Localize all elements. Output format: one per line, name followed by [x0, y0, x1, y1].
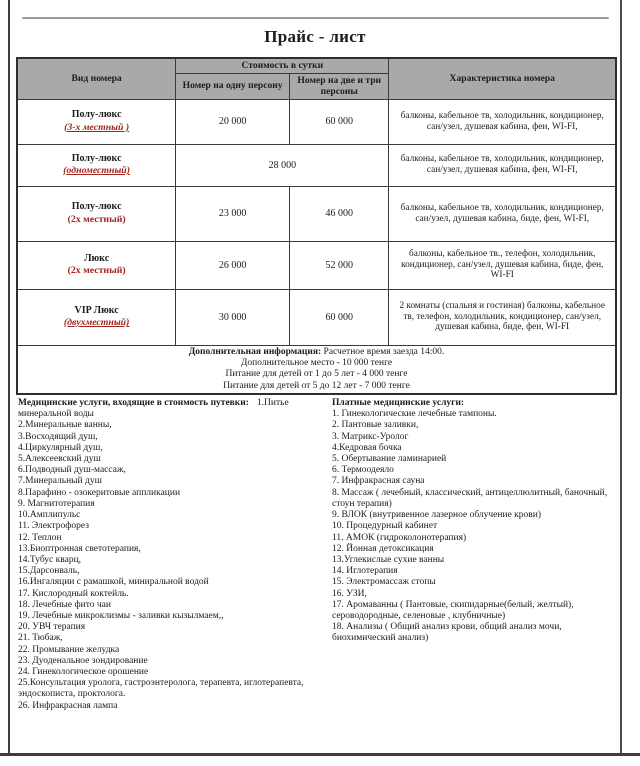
list-item: 25.Консультация уролога, гастроэнтеролога, терапевта, иглотерапевта, эндоскописта, проктолога.: [18, 678, 304, 700]
header-room-type: Вид номера: [17, 58, 176, 99]
list-item: 4.Кедровая бочка: [332, 442, 402, 453]
price-single-cell: 26 000: [176, 241, 290, 289]
list-item: 2.Минеральные ванны,: [18, 420, 112, 431]
medical-services-section: [18, 398, 616, 712]
paid-services-list: [324, 398, 616, 712]
price-single-cell: 20 000: [176, 99, 290, 144]
list-item: 18. Лечебные фито чаи: [18, 599, 111, 610]
room-name: Полу-люкс: [71, 152, 122, 164]
room-type-cell: [17, 186, 176, 241]
list-item: 9. Магнитотерапия: [18, 498, 95, 509]
list-item: 24. Гинекологическое орошение: [18, 666, 149, 677]
list-item: 6. Термоодеяло: [332, 465, 394, 476]
list-item: 3.Восходящий душ,: [18, 431, 98, 442]
table-row: [17, 186, 616, 241]
included-services-first-item: 1.Питье минеральной воды: [18, 398, 289, 420]
page-title: Прайс - лист: [264, 27, 366, 46]
list-item: 23. Дуоденальное зондирование: [18, 655, 148, 666]
table-row: [17, 241, 616, 289]
room-name: Полу-люкс: [71, 201, 122, 213]
list-item: 19. Лечебные микроклизмы - заливки кызылмаем,,: [18, 610, 224, 621]
list-item: 1. Гинекологические лечебные тампоны.: [332, 409, 497, 420]
additional-info-line: Питание для детей от 5 до 12 лет - 7 000 тенге: [223, 380, 410, 391]
room-type-cell: [17, 289, 176, 345]
document-page: [8, 0, 622, 755]
room-subtitle: (2х местный): [67, 265, 126, 277]
list-item: 26. Инфракрасная лампа: [18, 700, 118, 711]
table-row: [17, 99, 616, 144]
header-price-group: Стоимость в сутки: [176, 58, 389, 73]
list-item: 15.Дарсонваль,: [18, 566, 80, 577]
additional-info-text: Расчетное время заезда 14:00.: [323, 346, 445, 357]
list-item: 14.Тубус кварц,: [18, 554, 82, 565]
list-item: 7. Инфракрасная сауна: [332, 476, 425, 487]
additional-info-line: Питание для детей от 1 до 5 лет - 4 000 тенге: [225, 369, 408, 380]
list-item: 22. Промывание желудка: [18, 644, 120, 655]
room-subtitle: (двухместный): [63, 317, 130, 329]
paid-services-heading: Платные медицинские услуги:: [332, 398, 465, 409]
price-double-cell: 60 000: [290, 289, 389, 345]
price-double-cell: 46 000: [290, 186, 389, 241]
page-bottom-border: [0, 753, 640, 756]
price-double-cell: 60 000: [290, 99, 389, 144]
table-row: [17, 289, 616, 345]
additional-info-line: [22, 347, 611, 358]
top-horizontal-rule: [22, 17, 609, 19]
characteristics-cell: балконы, кабельное тв, холодильник, кондиционер, сан/узел, душевая кабина, фен, WI-FI,: [389, 144, 616, 186]
characteristics-cell: балконы, кабельное тв., телефон, холодильник, кондиционер, сан/узел, душевая кабина, биде, фен, WI-FI: [389, 241, 616, 289]
list-item: 15. Электромассаж стопы: [332, 577, 436, 588]
room-type-cell: [17, 99, 176, 144]
header-characteristics: Характеристика номера: [389, 58, 616, 99]
list-item: 10. Процедурный кабинет: [332, 521, 438, 532]
additional-info: [17, 345, 616, 394]
included-services-items: [18, 420, 324, 711]
list-item: 16. УЗИ,: [332, 588, 367, 599]
list-item: 8.Парафино - озокеритовые аппликации: [18, 487, 181, 498]
list-item: 20. УВЧ терапия: [18, 622, 86, 633]
list-item: 7.Минеральный душ: [18, 476, 102, 487]
price-table-header: [17, 58, 616, 99]
paid-services-items: [332, 409, 616, 644]
list-item: 14. Иглотерапия: [332, 566, 398, 577]
list-item: 6.Подводный душ-массаж,: [18, 465, 126, 476]
list-item: 2. Пантовые заливки,: [332, 420, 419, 431]
list-item: 13.Углекислые сухие ванны: [332, 554, 445, 565]
list-item: 5. Обертывание ламинарией: [332, 454, 447, 465]
list-item: 8. Массаж ( лечебный, классический, антицеллюлитный, баночный, стоун терапия): [332, 487, 608, 509]
list-item: 12. Теплон: [18, 532, 62, 543]
additional-info-line: Дополнительное место - 10 000 тенге: [240, 357, 393, 368]
list-item: 17. Кислородный коктейль.: [18, 588, 129, 599]
characteristics-cell: 2 комнаты (спальня и гостиная) балконы, кабельное тв, телефон, холодильник, кондиционер, сан/узел, душевая кабина, биде, фен, WI-FI: [389, 289, 616, 345]
room-type-cell: [17, 241, 176, 289]
header-price-double: Номер на две и три персоны: [290, 73, 389, 99]
additional-info-row: [17, 345, 616, 394]
price-merged-cell: 28 000: [176, 144, 389, 186]
characteristics-cell: балконы, кабельное тв, холодильник, кондиционер, сан/узел, душевая кабина, фен, WI-FI,: [389, 99, 616, 144]
table-row: [17, 144, 616, 186]
list-item: 13.Биоптронная светотерапия,: [18, 543, 141, 554]
list-item: 21. Тюбаж,: [18, 633, 63, 644]
price-double-cell: 52 000: [290, 241, 389, 289]
list-item: 5.Алексеевский душ: [18, 454, 101, 465]
price-single-cell: 23 000: [176, 186, 290, 241]
list-item: 16.Ингаляции с рамашкой, миниральной водой: [18, 577, 209, 588]
price-single-cell: 30 000: [176, 289, 290, 345]
room-subtitle: (2х местный): [67, 213, 126, 225]
price-table: [16, 57, 617, 395]
room-subtitle: (одноместный): [63, 165, 130, 177]
list-item: 11. АМОК (гидроколонотерапия): [332, 532, 467, 543]
room-name: VIP Люкс: [74, 304, 119, 316]
included-services-list: [18, 398, 324, 712]
room-type-cell: [17, 144, 176, 186]
header-price-single: Номер на одну персону: [176, 73, 290, 99]
additional-info-label: Дополнительная информация:: [188, 346, 322, 357]
included-services-heading: Медицинские услуги, входящие в стоимость путевки:: [18, 398, 249, 409]
list-item: 9. ВЛОК (внутривенное лазерное облучение крови): [332, 510, 542, 521]
list-item: 17. Аромаванны ( Пантовые, скипидарные(белый, желтый), сероводородные, селеновые , клубничные): [332, 599, 574, 621]
list-item: 11. Электрофорез: [18, 521, 89, 532]
room-name: Полу-люкс: [71, 109, 122, 121]
list-item: 10.Амплипульс: [18, 510, 81, 521]
list-item: 12. Йонная детоксикация: [332, 543, 434, 554]
list-item: 4.Циркулярный душ,: [18, 442, 103, 453]
list-item: 18. Анализы ( Общий анализ крови, общий анализ мочи, биохимический анализ): [332, 622, 562, 644]
characteristics-cell: балконы, кабельное тв, холодильник, кондиционер, сан/узел, душевая кабина, биде, фен, WI-FI,: [389, 186, 616, 241]
room-name: Люкс: [84, 252, 110, 264]
room-subtitle: (3-х местный ): [64, 121, 130, 133]
list-item: 3. Матрикс-Уролог: [332, 431, 409, 442]
